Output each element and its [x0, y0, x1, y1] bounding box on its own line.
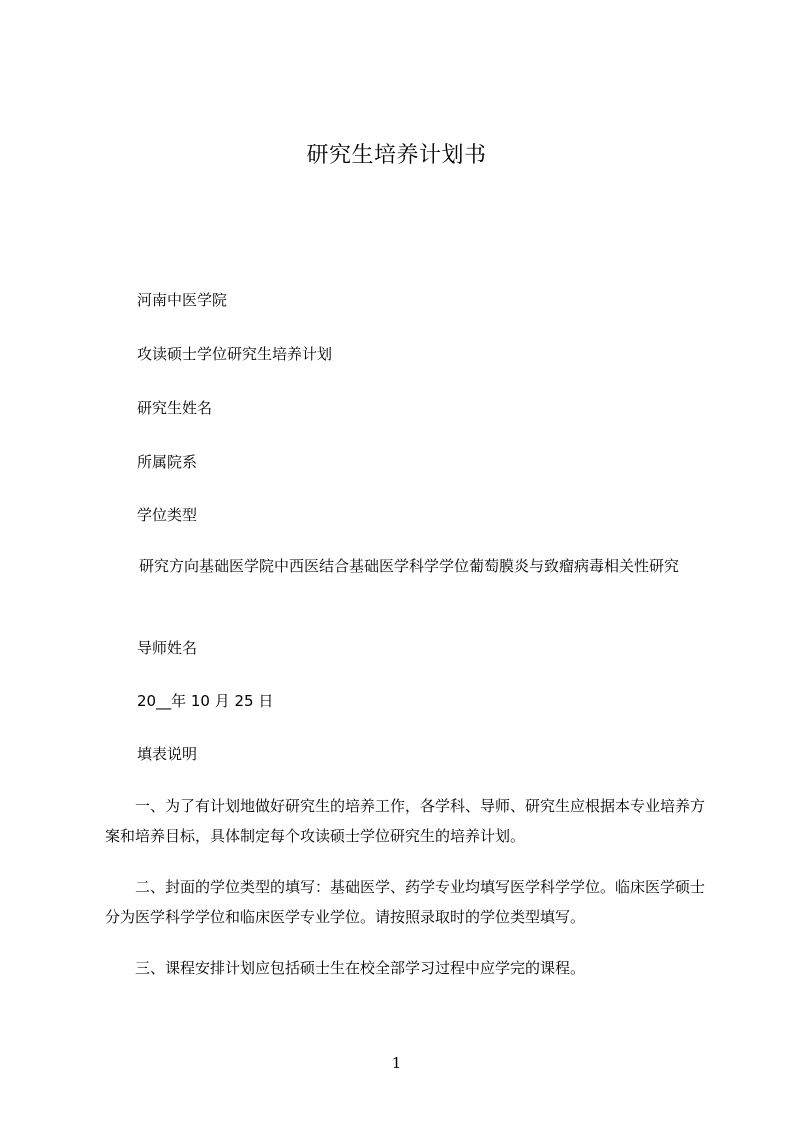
date-line: 20__年 10 月 25 日	[137, 692, 274, 710]
document-title: 研究生培养计划书	[306, 143, 487, 168]
department-label: 所属院系	[137, 453, 198, 471]
instruction-item-1: 一、为了有计划地做好研究生的培养工作，各学科、导师、研究生应根据本专业培养方案和培养目标，具体制定每个攻读硕士学位研究生的培养计划。	[105, 797, 706, 845]
research-direction: 研究方向基础医学院中西医结合基础医学科学学位葡萄膜炎与致瘤病毒相关性研究	[139, 557, 680, 575]
student-name-label: 研究生姓名	[137, 399, 213, 417]
degree-type-label: 学位类型	[137, 506, 198, 524]
advisor-name-label: 导师姓名	[137, 639, 198, 657]
instruction-item-2: 二、封面的学位类型的填写：基础医学、药学专业均填写医学科学学位。临床医学硕士分为医学科学学位和临床医学专业学位。请按照录取时的学位类型填写。	[105, 878, 706, 926]
page-number: 1	[391, 1054, 402, 1072]
plan-name: 攻读硕士学位研究生培养计划	[137, 345, 333, 363]
university-name: 河南中医学院	[137, 291, 228, 309]
instructions-heading: 填表说明	[137, 745, 198, 763]
instruction-item-3: 三、课程安排计划应包括硕士生在校全部学习过程中应学完的课程。	[135, 959, 586, 977]
